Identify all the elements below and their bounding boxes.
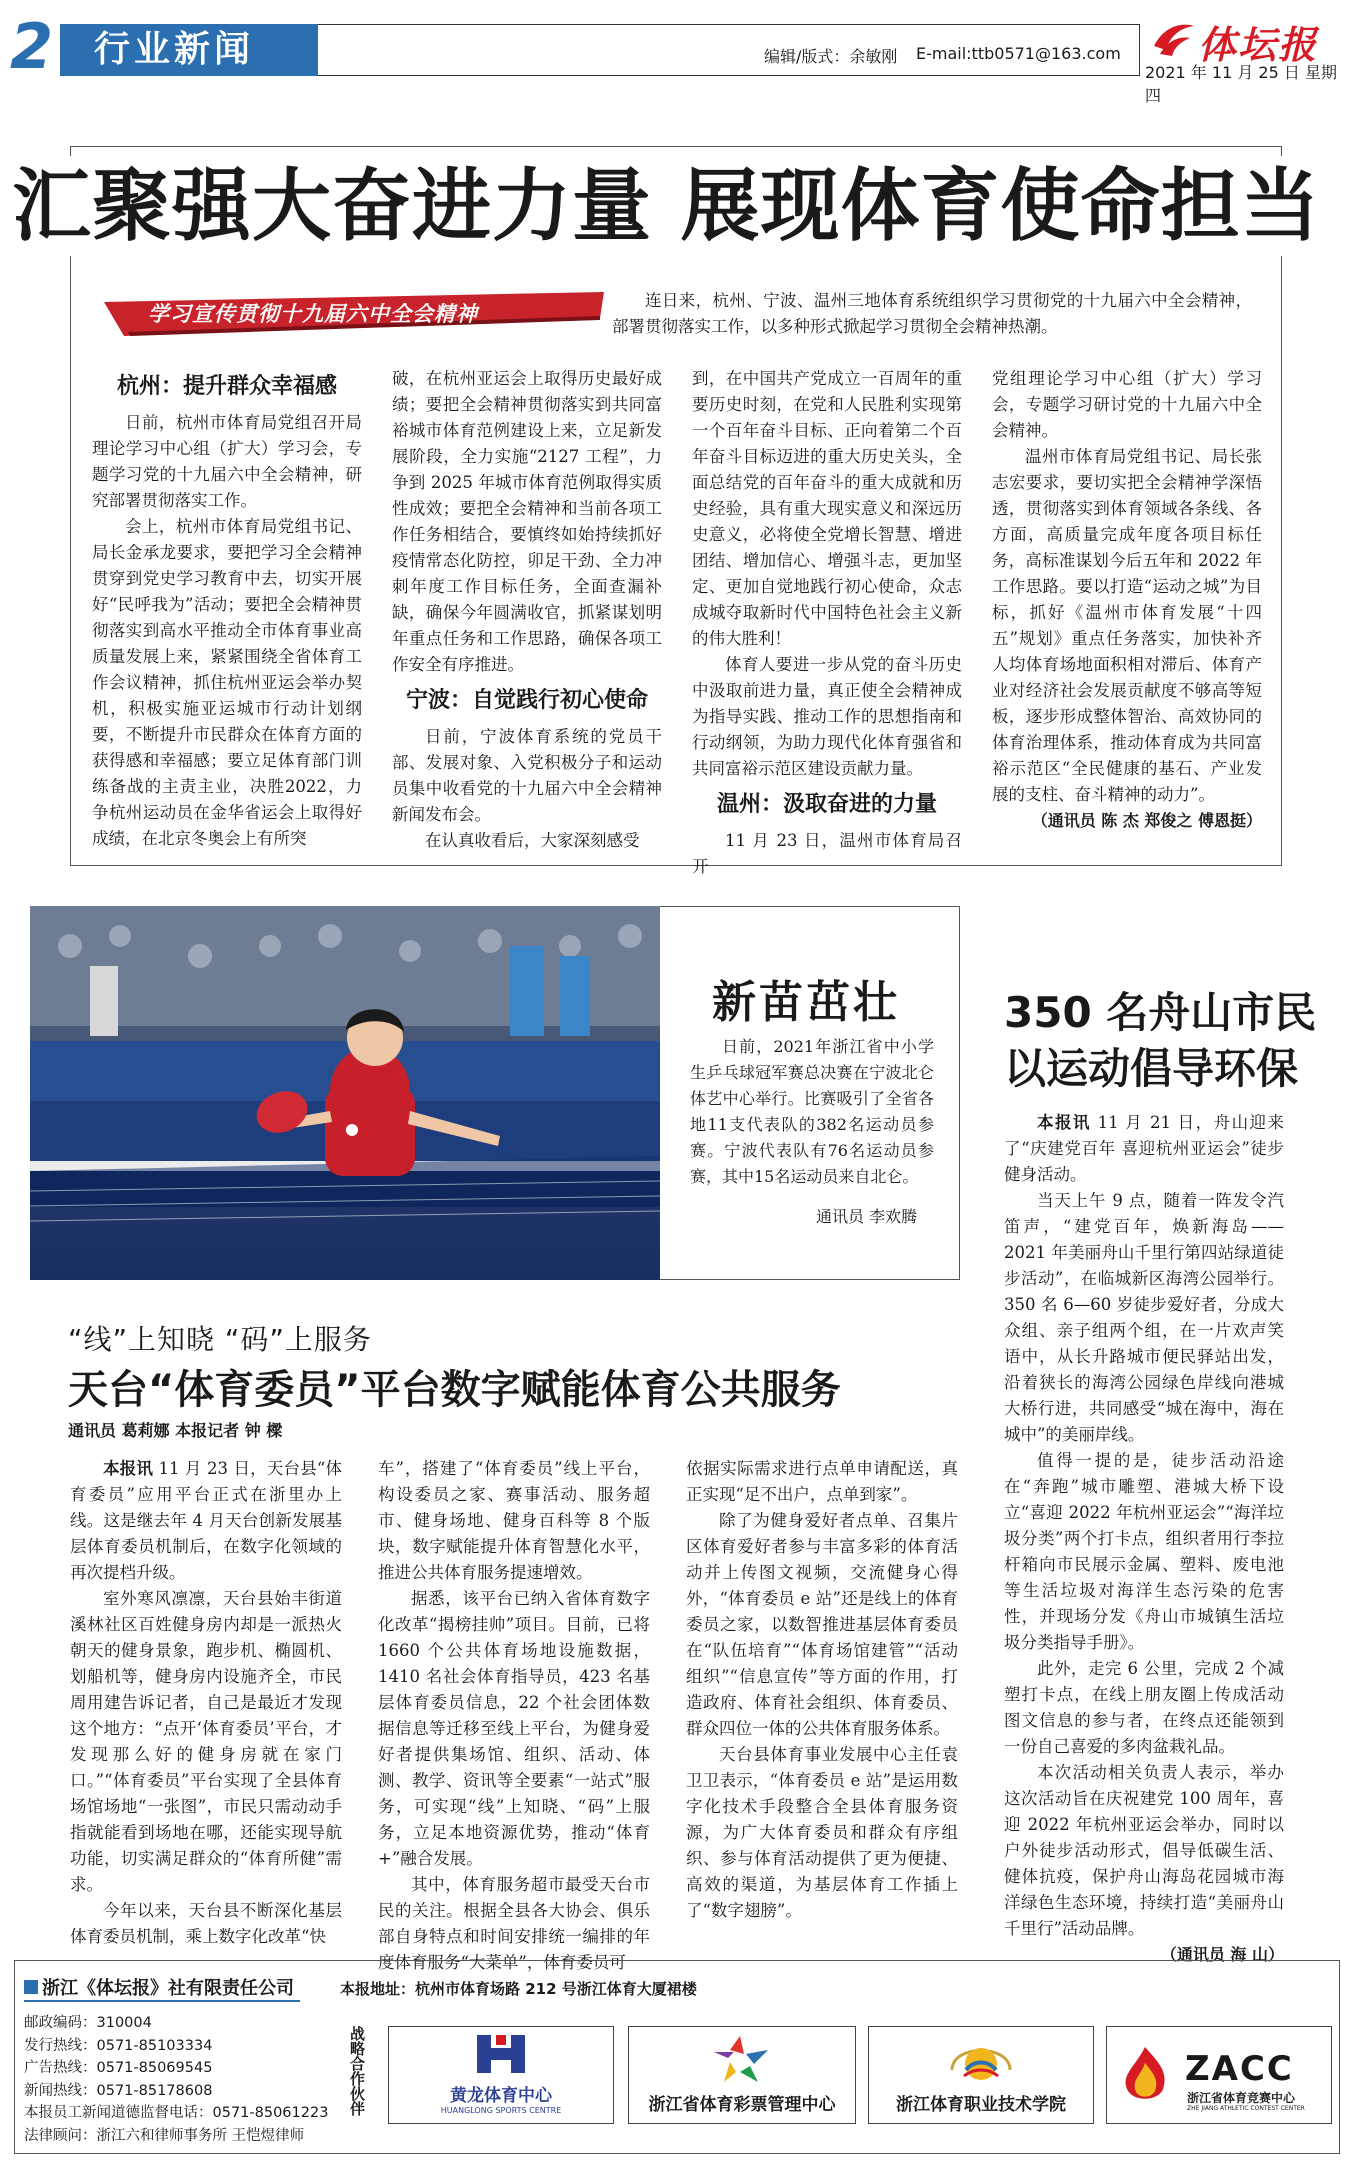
partner-zacc (1106, 2026, 1332, 2124)
tiantai-col-2 (378, 1456, 650, 1972)
page-number: 2 (10, 10, 54, 83)
issue-date: 2021 年 11 月 25 日 星期四 (1145, 63, 1337, 105)
paragraph: 破，在杭州亚运会上取得历史最好成绩；要把全会精神贯彻落实到共同富裕城市体育范例建设上来，立足新发展阶段，全力实施“2127 工程”，力争到 2025 年城市体育范例取得实质性成效；要把全会精神和当前各项工作任务相结合，要慎终如始持续抓好疫情常态化防控，卯足干劲、全力冲刺年度工作目标任务，全面查漏补缺，确保今年圆满收官，抓紧谋划明年重点任务和工作思路，确保各项工作安全有序推进。 (392, 369, 662, 674)
paragraph: 11 月 23 日，温州市体育局召开 (692, 831, 962, 876)
ethics-hotline: 本报员工新闻道德监督电话：0571-85061223 (24, 2105, 329, 2121)
dateline: 本报讯 (103, 1459, 154, 1478)
paragraph: 本次活动相关负责人表示，举办这次活动旨在庆祝建党 100 周年，喜迎 2022 年杭州亚运会举办，同时以户外徒步活动形式，倡导低碳生活、健体抗疫，保护舟山海岛花园城市海洋绿色生态环境，持续打造“美丽舟山千里行”活动品牌。 (1004, 1763, 1284, 1938)
section-title: 行业新闻 (94, 29, 255, 70)
zacc-subtitle: 浙江省体育竞赛中心 (1187, 2091, 1296, 2105)
footer-company: 浙江《体坛报》社有限责任公司 (42, 1978, 294, 1999)
subhead-hangzhou: 杭州：提升群众幸福感 (116, 374, 337, 399)
partner-name: 浙江省体育彩票管理中心 (648, 2095, 836, 2115)
paragraph: 除了为健身爱好者点单、召集片区体育爱好者参与丰富多彩的体育活动并上传图文视频，交流健身心得外，“体育委员 e 站”还是线上的体育委员之家，以数智推进基层体育委员在“队伍培育”“体育场馆建管”“活动组织”“信息宣传”等方面的作用，打造政府、体育社会组织、体育委员、群众四位一体的公共体育服务体系。 (686, 1511, 958, 1738)
zhoushan-title-line2: 以运动倡导环保 (1004, 1044, 1299, 1093)
theme-banner (104, 292, 604, 336)
main-story-lede: 连日来，杭州、宁波、温州三地体育系统组织学习贯彻党的十九届六中全会精神，部署贯彻落实工作，以多种形式掀起学习贯彻全会精神热潮。 (612, 291, 1252, 336)
tiantai-col-1 (70, 1456, 343, 1946)
distribution-hotline: 发行热线：0571-85103334 (24, 2037, 213, 2054)
partner-college (868, 2026, 1094, 2124)
footer-contact-list (24, 2012, 354, 2147)
paragraph: 天台县体育事业发展中心主任袁卫卫表示，“体育委员 e 站”是运用数字化技术手段整合全县体育服务资源，为广大体育委员和群众有序组织、参与体育活动提供了更为便捷、高效的渠道，为基层体育工作插上了“数字翅膀”。 (686, 1745, 958, 1920)
partner-name: 浙江体育职业技术学院 (896, 2095, 1066, 2115)
zacc-subtitle-en: ZHE JIANG ATHLETIC CONTEST CENTER (1187, 2105, 1305, 2112)
dateline: 本报讯 (1037, 1113, 1091, 1132)
paragraph: 日前，杭州市体育局党组召开局理论学习中心组（扩大）学习会，专题学习党的十九届六中全会精神，研究部署贯彻落实工作。 (92, 413, 362, 510)
subhead-wenzhou: 温州：汲取奋进的力量 (716, 792, 937, 817)
partner-subtitle: HUANGLONG SPORTS CENTRE (440, 2106, 562, 2115)
zhoushan-title-line1: 350 名舟山市民 (1004, 988, 1317, 1037)
zhoushan-byline: （通讯员 海 山） (1160, 1945, 1284, 1964)
paragraph: 日前，宁波体育系统的党员干部、发展对象、入党积极分子和运动员集中收看党的十九届六中全会精神新闻发布会。 (392, 727, 662, 824)
tiantai-title: 天台“体育委员”平台数字赋能体育公共服务 (68, 1367, 841, 1413)
main-story-byline: （通讯员 陈 杰 郑俊之 傅恩挺） (1031, 811, 1262, 830)
brand-mark-icon (1150, 20, 1196, 60)
main-col-2 (392, 366, 662, 850)
main-col-4 (992, 366, 1262, 842)
theme-banner-text: 学习宣传贯彻十九届六中全会精神 (148, 302, 478, 326)
paragraph: 温州市体育局党组书记、局长张志宏要求，要切实把全会精神学深悟透，贯彻落实到体育领域各条线、各方面，高质量完成年度各项目标任务，高标准谋划今后五年和 2022 年工作思路。要以打造“运动之城”为目标，抓好《温州市体育发展“十四五”规划》重点任务落实，加快补齐人均体育场地面积相对滞后、体育产业对经济社会发展贡献度不够高等短板，逐步形成整体智治、高效协同的体育治理体系，推动体育成为共同富裕示范区“全民健康的基石、产业发展的支柱、奋斗精神的动力”。 (992, 447, 1262, 804)
zhoushan-col (1004, 1110, 1284, 1964)
partner-huanglong (388, 2026, 614, 2124)
paragraph: 本报讯 11 月 23 日，天台县“体育委员”应用平台正式在浙里办上线。这是继去年 4 月天台创新发展基层体育委员机制后，在数字化领域的再次提档升级。 (70, 1459, 343, 1582)
photo-caption: 日前，2021年浙江省中小学生乒乓球冠军赛总决赛在宁波北仑体艺中心举行。比赛吸引了全省各地11支代表队的382名运动员参赛。宁波代表队有76名运动员参赛，其中15名运动员来自北仑。 (690, 1037, 934, 1186)
huanglong-logo-icon (471, 2031, 531, 2077)
legal-counsel: 法律顾问：浙江六和律师事务所 王恺煜律师 (24, 2127, 305, 2144)
subhead-ningbo: 宁波：自觉践行初心使命 (405, 688, 648, 713)
footer-bullet-icon (24, 1980, 38, 1994)
paragraph: 室外寒风凛凛，天台县始丰街道溪林社区百姓健身房内却是一派热火朝天的健身景象，跑步机、椭圆机、划船机等，健身房内设施齐全，市民周用建告诉记者，自己是最近才发现这个地方：“点开‘体育委员’平台，才发现那么好的健身房就在家门口。”“体育委员”平台实现了全县体育场馆场地“一张图”，市民只需动动手指就能看到场地在哪，还能实现导航功能，切实满足群众的“体育所健”需求。 (70, 1589, 342, 1894)
tiantai-kicker: “线”上知晓 “码”上服务 (68, 1323, 372, 1356)
paragraph: 本报讯 11 月 21 日，舟山迎来了“庆建党百年 喜迎杭州亚运会”徒步健身活动。 (1004, 1113, 1284, 1184)
paragraph: 车”，搭建了“体育委员”线上平台，构设委员之家、赛事活动、服务超市、健身场地、健身百科等 8 个版块，数字赋能提升体育智慧化水平，推进公共体育服务提速增效。 (378, 1459, 650, 1582)
college-emblem-icon (946, 2030, 1016, 2086)
lottery-star-logo-icon (710, 2032, 774, 2084)
paragraph: 党组理论学习中心组（扩大）学习会，专题学习研讨党的十九届六中全会精神。 (992, 369, 1262, 440)
advertising-hotline: 广告热线：0571-85069545 (24, 2060, 213, 2076)
brand-name: 体坛报 (1198, 23, 1319, 67)
footer-company-underline (24, 2000, 300, 2002)
footer-address: 本报地址：杭州市体育场路 212 号浙江体育大厦裙楼 (340, 1980, 697, 1998)
table-tennis-photo (30, 906, 660, 1280)
photo-story-title: 新苗茁壮 (712, 977, 900, 1028)
partner-name: 黄龙体育中心 (450, 2086, 552, 2106)
paragraph: 当天上午 9 点，随着一阵发令汽笛声，“建党百年，焕新海岛——2021 年美丽舟山千里行第四站绿道徒步活动”，在临城新区海湾公园举行。350 名 6—60 岁徒步爱好者，分成大众组、亲子组两个组，在一片欢声笑语中，从长升路城市便民驿站出发，沿着狭长的海湾公园绿色岸线向港城大桥行进，共同感受“城在海中，海在城中”的美丽岸线。 (1004, 1191, 1284, 1444)
paragraph: 值得一提的是，徒步活动沿途在“奔跑”城市雕塑、港城大桥下设立“喜迎 2022 年杭州亚运会”“海洋垃圾分类”两个打卡点，组织者用行李拉杆箱向市民展示金属、塑料、废电池等生活垃圾对海洋生态污染的危害性，并现场分发《舟山市城镇生活垃圾分类指导手册》。 (1004, 1451, 1284, 1652)
main-col-1 (92, 366, 362, 848)
partner-lottery (628, 2026, 856, 2124)
editor-credit: 编辑/版式：余敏刚 (764, 47, 898, 66)
paragraph: 会上，杭州市体育局党组书记、局长金承龙要求，要把学习全会精神贯穿到党史学习教育中去，切实开展好“民呼我为”活动；要把全会精神贯彻落实到高水平推动全市体育事业高质量发展上来，紧紧围绕全省体育工作会议精神，抓住杭州亚运会举办契机，积极实施亚运城市行动计划纲要，不断提升市民群众在体育方面的获得感和幸福感；要立足体育部门训练备战的主责主业，决胜2022，力争杭州运动员在金华省运会上取得好成绩，在北京冬奥会上有所突 (92, 517, 362, 848)
tiantai-col-3 (686, 1456, 958, 1930)
paragraph: 据悉，该平台已纳入省体育数字化改革“揭榜挂帅”项目。目前，已将 1660 个公共体育场地设施数据，1410 名社会体育指导员，423 名基层体育委员信息，22 个社会团体数据信息等迁移至线上平台，为健身爱好者提供集场馆、组织、活动、体测、教学、资讯等全要素“一站式”服务，可实现“线”上知晓、“码”上服务，立足本地资源优势，推动“体育+”融合发展。 (378, 1589, 650, 1868)
paragraph: 在认真收看后，大家深刻感受 (425, 831, 640, 850)
main-col-3 (692, 366, 962, 876)
main-story-title: 汇聚强大奋进力量 展现体育使命担当 (12, 156, 1342, 256)
paragraph: 今年以来，天台县不断深化基层体育委员机制，乘上数字化改革“快 (70, 1901, 342, 1946)
brand-logo (1150, 16, 1350, 67)
postal-code: 邮政编码：310004 (24, 2015, 152, 2031)
paragraph: 体育人要进一步从党的奋斗历史中汲取前进力量，真正使全会精神成为指导实践、推动工作的思想指南和行动纲领，为助力现代化体育强省和共同富裕示范区建设贡献力量。 (692, 655, 962, 778)
zacc-flame-icon (1117, 2045, 1175, 2107)
paragraph: 其中，体育服务超市最受天台市民的关注。根据全县各大协会、俱乐部自身特点和时间安排统一编排的年度体育服务“大菜单”，体育委员可 (378, 1875, 650, 1972)
paragraph: 到，在中国共产党成立一百周年的重要历史时刻，在党和人民胜利实现第一个百年奋斗目标、正向着第二个百年奋斗目标迈进的重大历史关头，全面总结党的百年奋斗的重大成就和历史经验，具有重大现实意义和深远历史意义，必将使全党增长智慧、增进团结、增加信心、增强斗志，更加坚定、更加自觉地践行初心使命，众志成城夺取新时代中国特色社会主义新的伟大胜利！ (692, 369, 962, 648)
photo-credit: 通讯员 李欢腾 (816, 1207, 918, 1226)
paragraph: 此外，走完 6 公里，完成 2 个减塑打卡点，在线上朋友圈上传成活动图文信息的参与者，在终点还能领到一份自己喜爱的多肉盆栽礼品。 (1004, 1659, 1284, 1756)
news-hotline: 新闻热线：0571-85178608 (24, 2082, 213, 2099)
paragraph: 依据实际需求进行点单申请配送，真正实现“足不出户，点单到家”。 (686, 1459, 958, 1504)
editor-email: E-mail:ttb0571@163.com (916, 44, 1121, 63)
partners-label: 战略合作伙伴 (348, 2026, 366, 2116)
zacc-wordmark: ZACC (1185, 2049, 1294, 2089)
tiantai-byline: 通讯员 葛莉娜 本报记者 钟 樑 (68, 1421, 283, 1440)
